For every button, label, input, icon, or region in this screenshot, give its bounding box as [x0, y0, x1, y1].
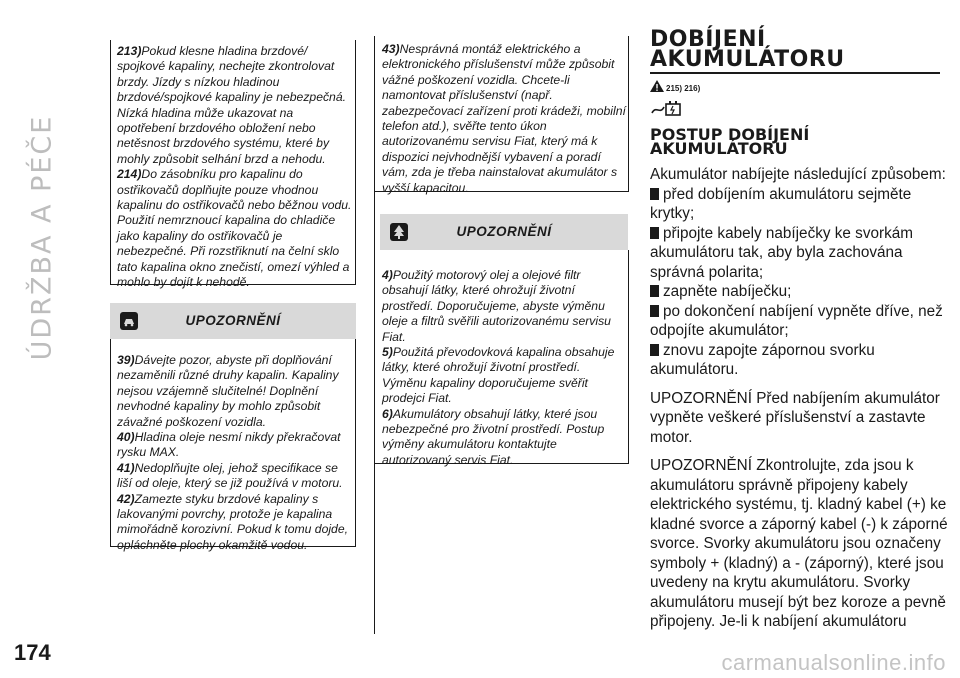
note-43: 43)Nesprávná montáž elektrického a elektronického příslušenství může způsobit vážné poškození vozidla. Chcete-li namontovat příslušenství (např. zabezpečovací zařízení proti krádeži, mobilní telefon atd.), svěřte tento úkon autorizovanému servisu Fiat, který má k dispozici nejvhodnější vybavení a poradí vám, zda je třeba nainstalovat akumulátor s vyšší kapacitou.	[382, 42, 626, 195]
notes-box-col1	[110, 40, 356, 290]
step-item: připojte kabely nabíječky ke svorkám akumulátoru tak, aby byla zachována správná polarita;	[650, 224, 913, 281]
procedure-text	[650, 165, 950, 632]
warning-title: UPOZORNĚNÍ	[456, 224, 552, 239]
heading-rule	[650, 72, 940, 74]
warning-bar-col1	[110, 303, 356, 339]
bullet-icon	[650, 188, 659, 200]
step-item: před dobíjením akumulátoru sejměte krytky;	[650, 185, 912, 222]
warning-6: 6)Akumulátory obsahují látky, které jsou nebezpečné pro životní prostředí. Postup výměny akumulátoru kontaktujte autorizovaný servis Fiat.	[382, 406, 605, 467]
intro-paragraph: Akumulátor nabíjejte následující způsobem:	[650, 166, 946, 183]
caution-paragraph: UPOZORNĚNÍ Zkontrolujte, zda jsou k akumulátoru správně připojeny kabely elektrického systému, tj. kladný kabel (+) ke kladné svorce a záporný kabel (-) k záporné svorce. Svorky akumulátoru jsou označeny symboly + (kladný) a - (záporný), které jsou uvedeny na krytu akumulátoru. Svorky akumulátoru musejí být bez koroze a pevně připojeny. Je-li k nabíjení akumulátoru	[650, 457, 948, 630]
warning-5: 5)Použitá převodovková kapalina obsahuje látky, které ohrožují životní prostředí. Výměnu kapaliny doporučujeme svěřit prodejci Fiat.	[382, 345, 615, 406]
bullet-icon	[650, 285, 659, 297]
note-references: 215) 216)	[666, 84, 701, 93]
warning-title: UPOZORNĚNÍ	[185, 313, 281, 328]
warning-40: 40)Hladina oleje nesmí nikdy překračovat rysku MAX.	[117, 430, 341, 460]
section-heading: DOBÍJENÍ AKUMULÁTORU	[650, 27, 845, 72]
page-number: 174	[14, 640, 51, 665]
step-item: znovu zapojte zápornou svorku akumulátoru.	[650, 341, 875, 378]
subsection-heading: POSTUP DOBÍJENÍ AKUMULÁTORU	[650, 125, 810, 158]
bullet-icon	[650, 344, 659, 356]
step-item: zapněte nabíječku;	[650, 282, 950, 302]
watermark: carmanualsonline.info	[721, 650, 946, 675]
warning-41: 41)Nedoplňujte olej, jehož specifikace se liší od oleje, který se již používá v motoru.	[117, 460, 343, 491]
caution-paragraph: UPOZORNĚNÍ Před nabíjením akumulátor vypněte veškeré příslušenství a zastavte motor.	[650, 389, 940, 446]
chapter-title: ÚDRŽBA A PÉČE	[26, 114, 58, 361]
battery-charging-icon	[650, 101, 684, 117]
warning-triangle-icon	[650, 80, 664, 92]
warning-42: 42)Zamezte styku brzdové kapaliny s lakovanými povrchy, protože je kapalina mimořádně korozivní. Pokud k tomu dojde, opláchněte plochy okamžitě vodou.	[117, 491, 348, 552]
bullet-icon	[650, 305, 659, 317]
warnings-box-col2	[374, 250, 629, 467]
step-item: po dokončení nabíjení vypněte dříve, než odpojíte akumulátor;	[650, 302, 943, 339]
warnings-box-col1	[110, 339, 356, 552]
bullet-icon	[650, 227, 659, 239]
warning-4: 4)Použitý motorový olej a olejové filtr obsahují látky, které ohrožují životní prostředí. Doporučujeme, abyste výměnu oleje a filtrů svěřili autorizovanému servisu Fiat.	[382, 268, 611, 344]
warning-bar-col2	[380, 214, 628, 250]
notes-box-col2	[374, 36, 629, 195]
note-213: 213)Pokud klesne hladina brzdové/ spojkové kapaliny, nechejte zkontrolovat brzdy. Jízdy s nízkou hladinou brzdové/spojkové kapaliny je nebezpečná. Nízká hladina může ukazovat na opotřebení brzdového obložení nebo netěsnost brzdového systému, které by mohly způsobit selhání brzd a nehodu.	[117, 44, 347, 166]
warning-39: 39)Dávejte pozor, abyste při doplňování nezaměnili různé druhy kapalin. Kapaliny nejsou vzájemně slučitelné! Doplnění nevhodné kapaliny by mohlo způsobit závažné poškození vozidla.	[117, 353, 339, 429]
note-214: 214)Do zásobníku pro kapalinu do ostřikovačů doplňujte pouze vhodnou kapalinu do ostřikovačů nebo běžnou vodu. Použití nemrznoucí kapalina do chladiče jako kapaliny do ostřikovačů je nebezpečné. Při rozstřiknutí na čelní sklo tato kapalina okno znečistí, omezí výhled a mohlo by dojít k nehodě.	[117, 167, 352, 290]
